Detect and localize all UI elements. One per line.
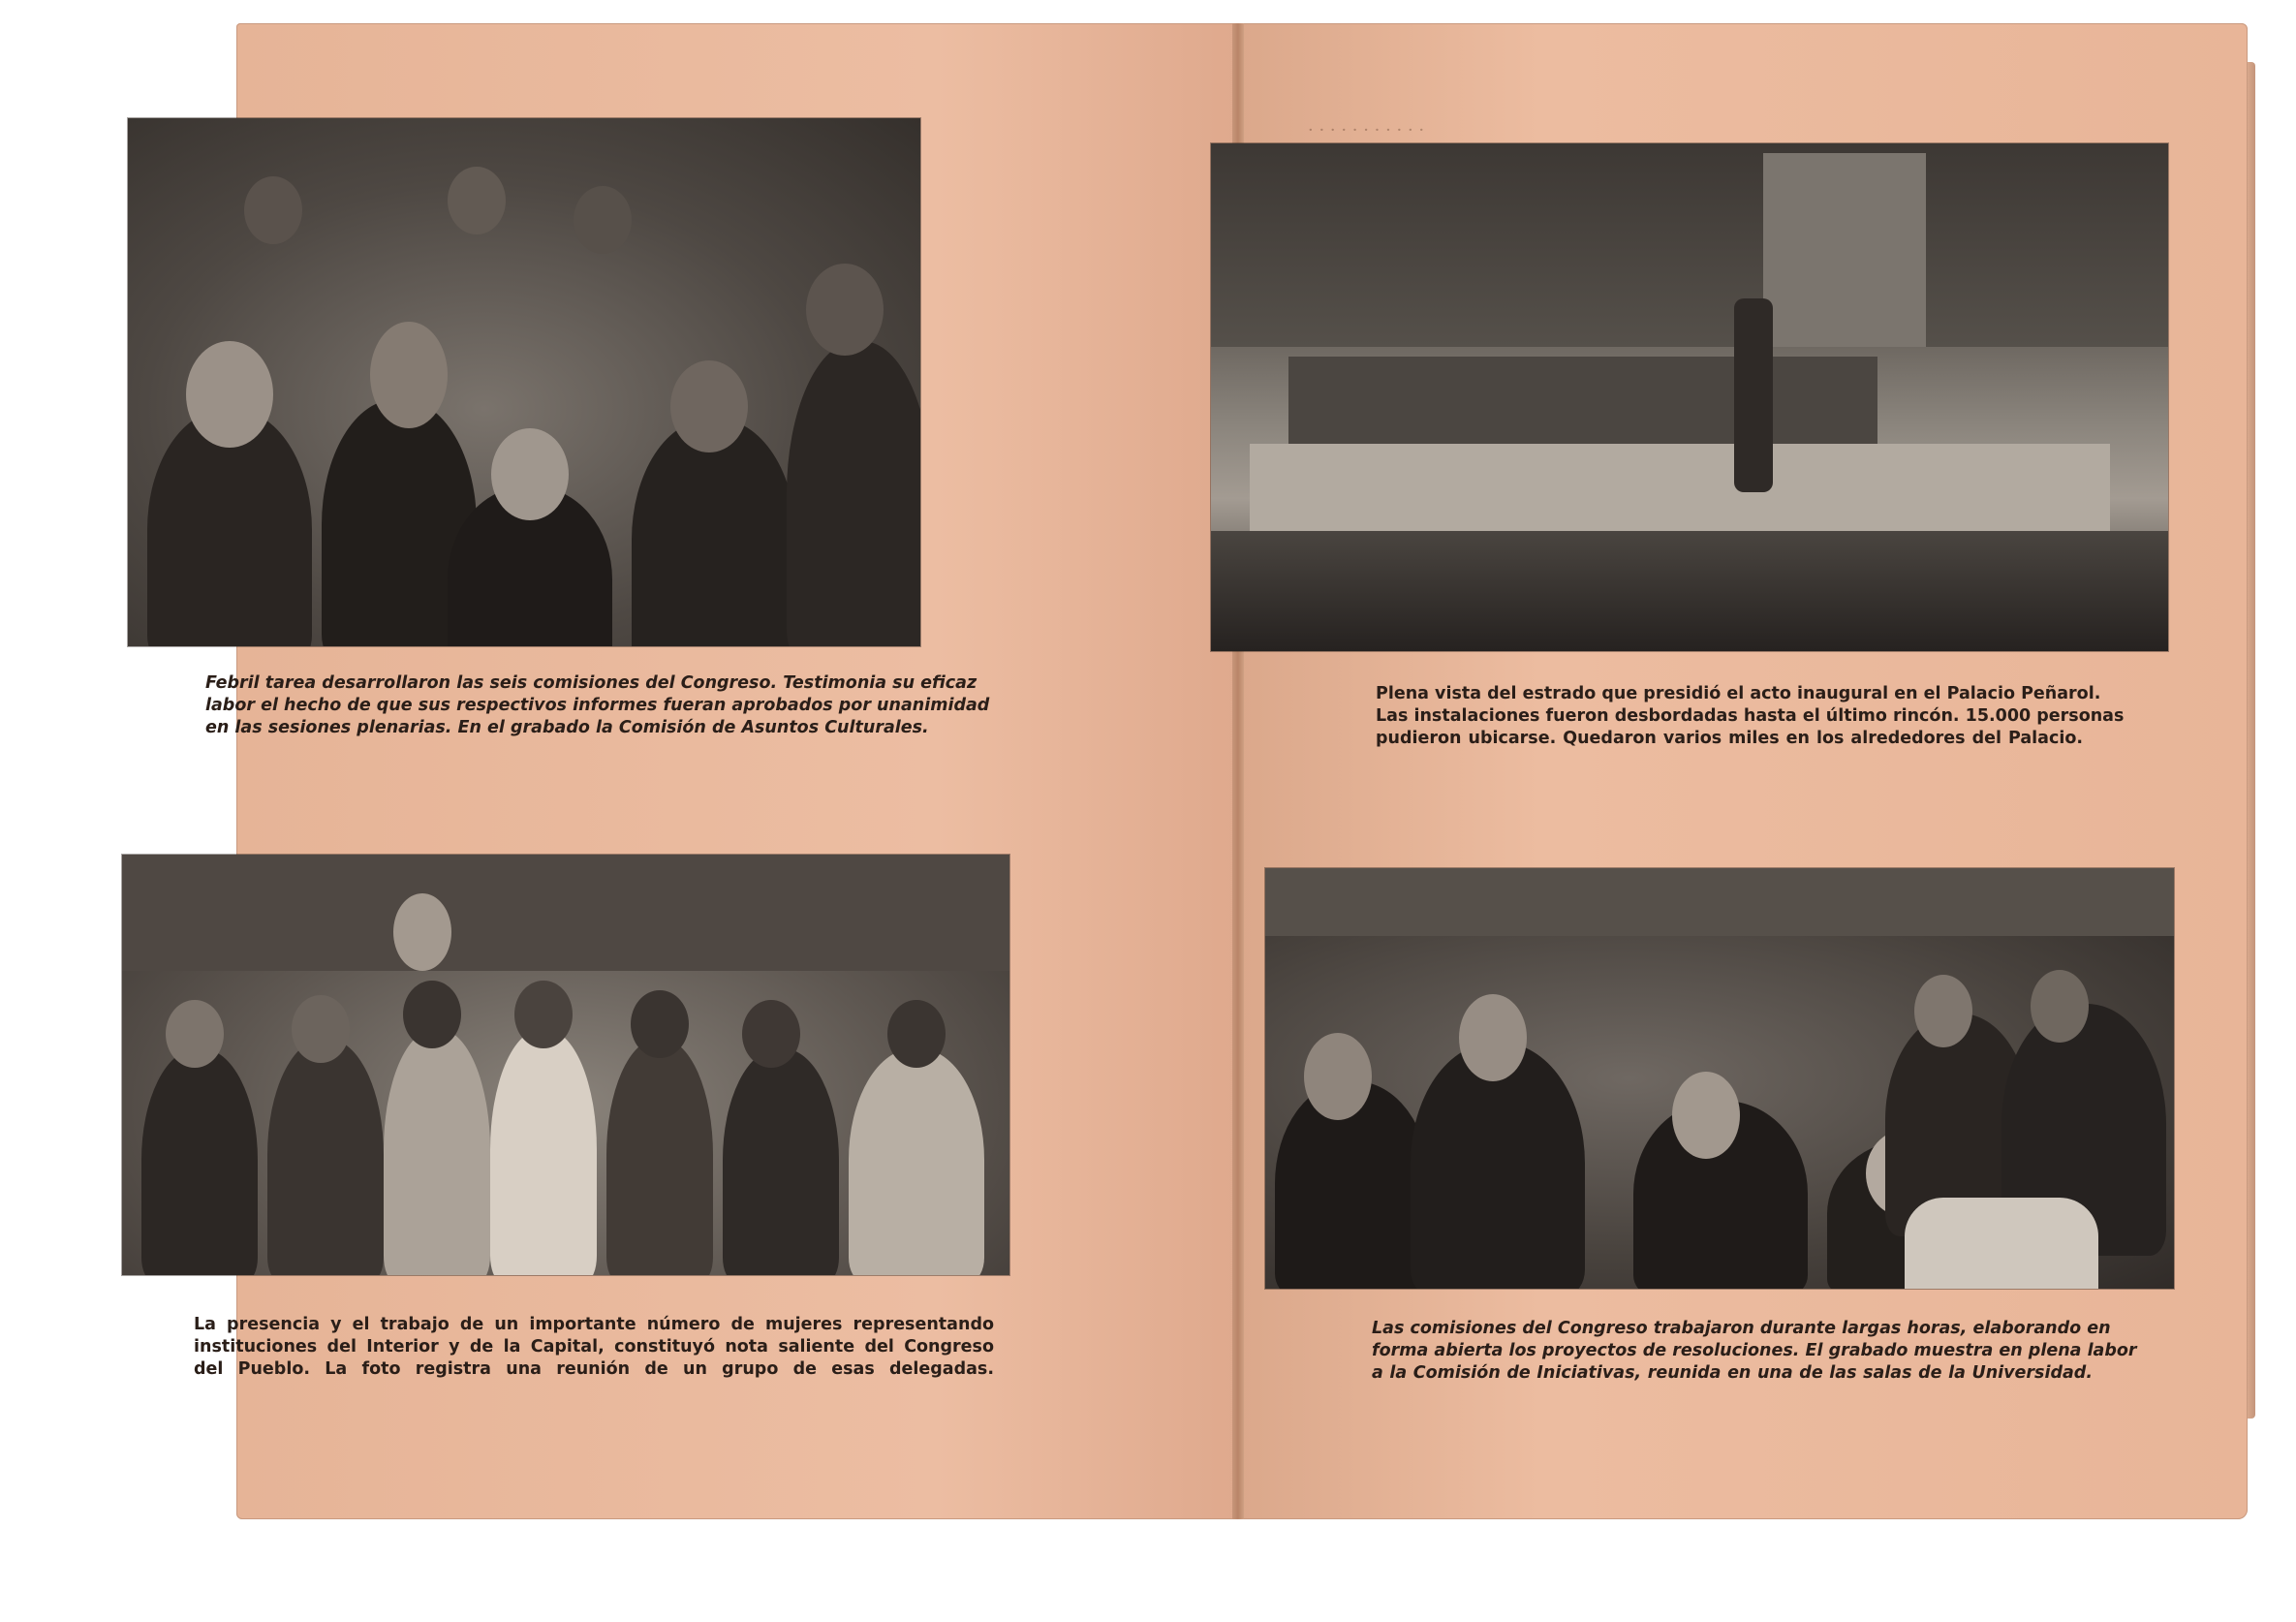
caption-line: Las comisiones del Congreso trabajaron durante largas horas, elaborando en	[1372, 1319, 2111, 1338]
commission-photo	[128, 118, 920, 646]
caption-line: Las instalaciones fueron desbordadas hasta el último rincón. 15.000 personas	[1376, 706, 2125, 726]
caption-initiatives	[1372, 1318, 2137, 1385]
running-head-ghost: · · · · · · · · · · ·	[1308, 120, 1425, 140]
caption-line: pudieron ubicarse. Quedaron varios miles en los alrededores del Palacio.	[1376, 729, 2083, 748]
stage-photo	[1211, 143, 2168, 651]
women-delegates-photo	[122, 855, 1009, 1275]
caption-line: Febril tarea desarrollaron las seis comisiones del Congreso. Testimonia su eficaz	[205, 673, 977, 693]
caption-line: La presencia y el trabajo de un importante número de mujeres representando	[194, 1315, 994, 1334]
caption-line: labor el hecho de que sus respectivos informes fueran aprobados por unanimidad	[205, 696, 990, 715]
caption-line: en las sesiones plenarias. En el grabado la Comisión de Asuntos Culturales.	[205, 718, 929, 737]
caption-line: a la Comisión de Iniciativas, reunida en una de las salas de la Universidad.	[1372, 1363, 2093, 1383]
caption-stage	[1376, 683, 2125, 750]
page-edge	[2248, 62, 2255, 1419]
initiatives-commission-photo	[1265, 868, 2174, 1289]
caption-commission	[205, 672, 990, 739]
caption-line: instituciones del Interior y de la Capital, constituyó nota saliente del Congreso	[194, 1337, 994, 1357]
caption-line: forma abierta los proyectos de resoluciones. El grabado muestra en plena labor	[1372, 1341, 2137, 1360]
caption-line: del Pueblo. La foto registra una reunión de un grupo de esas delegadas.	[194, 1359, 994, 1379]
caption-women-delegates	[194, 1314, 994, 1381]
caption-line: Plena vista del estrado que presidió el acto inaugural en el Palacio Peñarol.	[1376, 684, 2101, 703]
